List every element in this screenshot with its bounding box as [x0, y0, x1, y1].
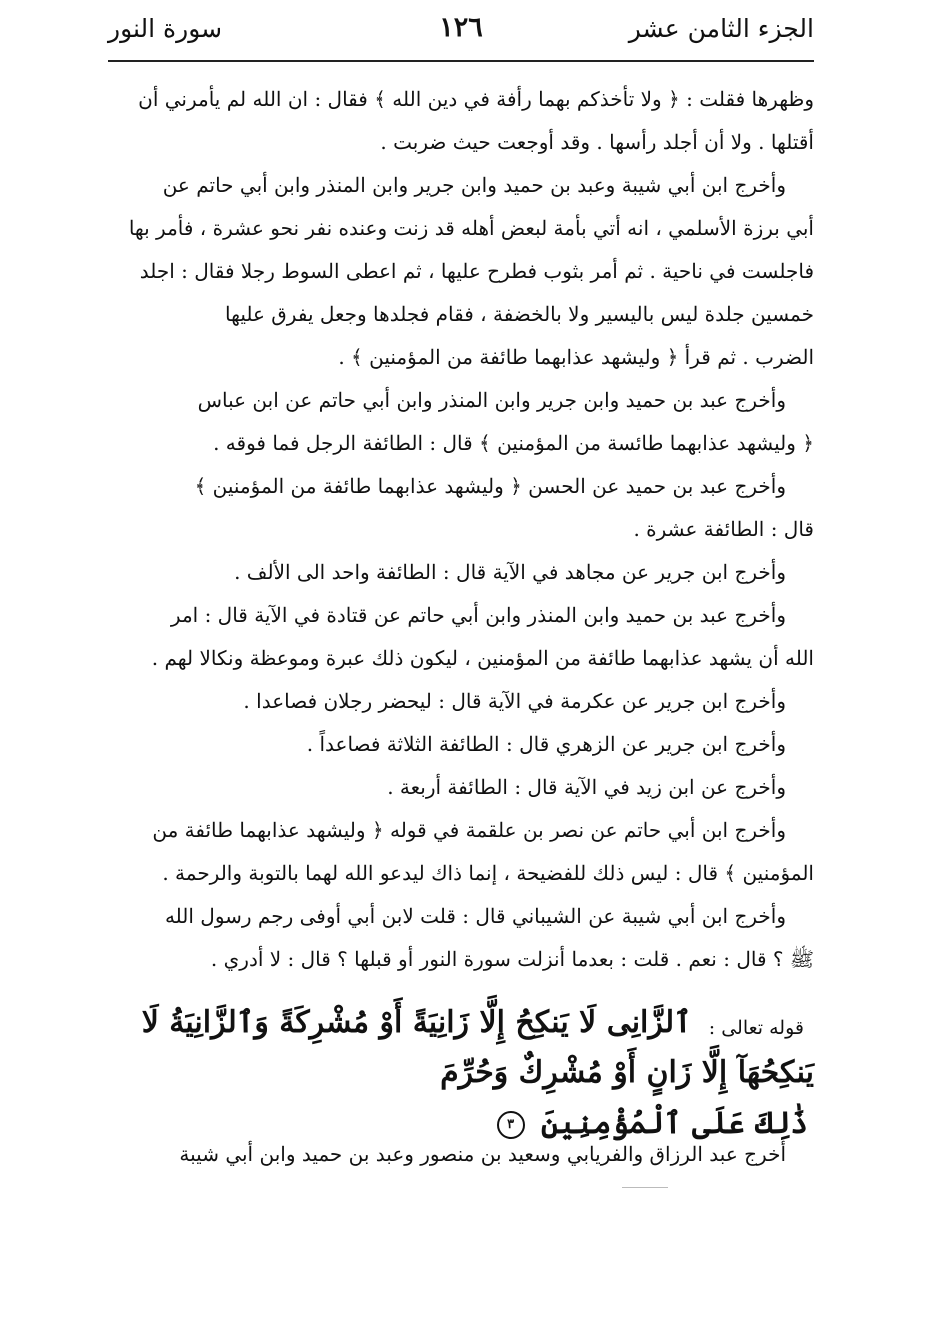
tail-text-line: أخرج عبد الرزاق والفريابي وسعيد بن منصور وعبد بن حميد وابن أبي شيبة: [179, 1142, 786, 1166]
text-line: وأخرج عن ابن زيد في الآية قال : الطائفة أربعة .: [387, 775, 786, 799]
text-line: وأخرج ابن جرير عن الزهري قال : الطائفة الثلاثة فصاعداً .: [306, 732, 786, 756]
text-line: ﴿ وليشهد عذابهما طائسة من المؤمنين ﴾ قال : الطائفة الرجل فما فوقه .: [213, 431, 814, 455]
quran-verse-block: [106, 998, 814, 1150]
text-line: وظهرها فقلت : ﴿ ولا تأخذكم بهما رأفة في دين الله ﴾ فقال : ان الله لم يأمرني أن: [138, 87, 814, 111]
text-line: الله أن يشهد عذابهما طائفة من المؤمنين ، ليكون ذلك عبرة وموعظة ونكالا لهم .: [151, 646, 814, 670]
text-line: وأخرج عبد بن حميد وابن جرير وابن المنذر وابن أبي حاتم عن ابن عباس: [197, 388, 786, 412]
text-line: وأخرج ابن جرير عن عكرمة في الآية قال : ليحضر رجلان فصاعدا .: [243, 689, 786, 713]
page-header: [108, 10, 814, 54]
verse-line-1: [106, 998, 814, 1098]
text-line: وأخرج ابن أبي حاتم عن نصر بن علقمة في قوله ﴿ وليشهد عذابهما طائفة من: [152, 818, 786, 842]
verse-text-continued: ذَٰلِكَ عَلَى ٱلْمُؤْمِنِينَ: [541, 1106, 808, 1141]
footnote-divider: [622, 1187, 668, 1188]
text-line: أقتلها . ولا أن أجلد رأسها . وقد أوجعت حيث ضربت .: [380, 130, 814, 154]
text-line: وأخرج عبد بن حميد وابن المنذر وابن أبي حاتم عن قتادة في الآية قال : امر: [170, 603, 786, 627]
text-line: وأخرج ابن جرير عن مجاهد في الآية قال : الطائفة واحد الى الألف .: [234, 560, 786, 584]
text-line: وأخرج ابن أبي شيبة وعبد بن حميد وابن جرير وابن المنذر وابن أبي حاتم عن: [162, 173, 786, 197]
header-divider: [108, 60, 814, 62]
verse-intro: قوله تعالى :: [708, 1016, 804, 1039]
text-line: المؤمنين ﴾ قال : ليس ذلك للفضيحة ، إنما ذاك ليدعو الله لهما بالتوبة والرحمة .: [162, 861, 814, 885]
text-line: وأخرج عبد بن حميد عن الحسن ﴿ وليشهد عذابهما طائفة من المؤمنين ﴾: [194, 474, 786, 498]
ayah-number-icon: ٣: [497, 1111, 525, 1139]
text-line: ﷺ ؟ قال : نعم . قلت : بعدما أنزلت سورة النور أو قبلها ؟ قال : لا أدري .: [210, 947, 814, 971]
surah-title: سورة النور: [108, 14, 223, 43]
juz-title: الجزء الثامن عشر: [628, 14, 814, 43]
text-line: أبي برزة الأسلمي ، انه أتي بأمة لبعض أهله قد زنت وعنده نفر نحو عشرة ، فأمر بها: [128, 216, 814, 240]
text-line: فاجلست في ناحية . ثم أمر بثوب فطرح عليها ، ثم اعطى السوط رجلا فقال : اجلد: [139, 259, 814, 283]
verse-text: ٱلزَّانِى لَا يَنكِحُ إِلَّا زَانِيَةً أَوْ مُشْرِكَةً وَٱلزَّانِيَةُ لَا يَنكِحُهَآ إِلَّا زَانٍ أَوْ مُشْرِكٌ وَحُرِّمَ: [141, 1005, 814, 1090]
text-line: الضرب . ثم قرأ ﴿ وليشهد عذابهما طائفة من المؤمنين ﴾ .: [338, 345, 814, 369]
page-number: ١٢٦: [439, 12, 483, 43]
text-line: قال : الطائفة عشرة .: [633, 517, 814, 541]
text-line: وأخرج ابن أبي شيبة عن الشيباني قال : قلت لابن أبي أوفى رجم رسول الله: [164, 904, 786, 928]
text-line: خمسين جلدة ليس باليسير ولا بالخضفة ، فقام فجلدها وجعل يفرق عليها: [225, 302, 814, 326]
body-text: [106, 78, 814, 981]
